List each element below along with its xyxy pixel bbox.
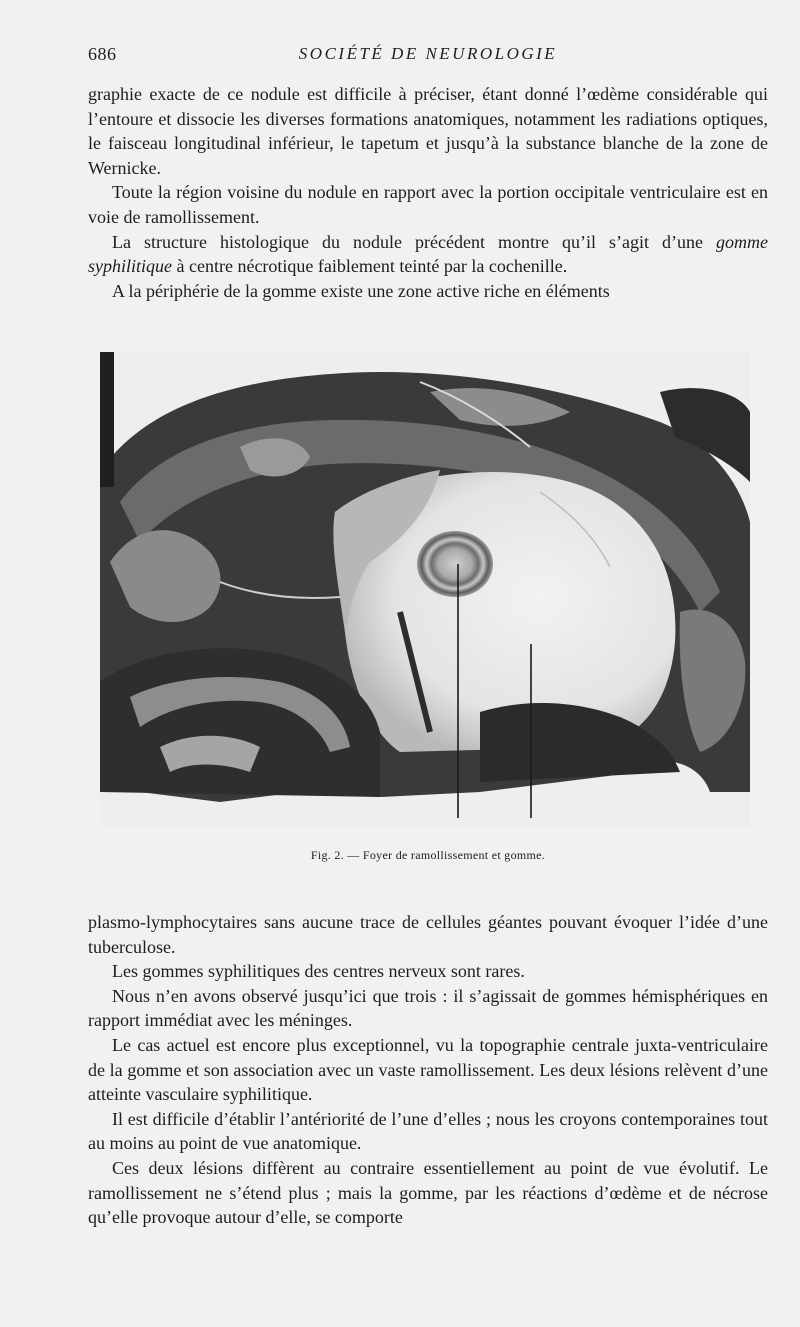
paragraph: Les gommes syphilitiques des centres nerveux sont rares. (112, 961, 525, 982)
page-header (88, 44, 768, 68)
paragraph (88, 230, 768, 279)
paragraph-text: La structure histologique du nodule précédent montre qu’il s’agit d’une (112, 231, 716, 252)
page-number: 686 (88, 44, 117, 64)
brain-section-photo (100, 352, 750, 828)
italic-term: gomme syphilitique (88, 231, 768, 277)
paragraph: Ces deux lésions diffèrent au contraire essentiellement au point de vue évolutif. Le ramollissement ne s’étend plus ; mais la gomme, par les réactions d’œdème et de nécrose qu’elle provoque autour d’elle, se comporte (88, 1157, 768, 1228)
body-text-top (88, 82, 768, 303)
running-head: SOCIÉTÉ DE NEUROLOGIE (298, 44, 558, 63)
brain-section-figure (100, 352, 750, 828)
paragraph: plasmo-lymphocytaires sans aucune trace de cellules géantes pouvant évoquer l’idée d’une tuberculose. (88, 912, 768, 957)
paragraph: Le cas actuel est encore plus exceptionnel, vu la topographie centrale juxta-ventriculaire de la gomme et son association avec un vaste ramollissement. Les deux lésions relèvent d’une atteinte vasculaire syphilitique. (88, 1034, 768, 1105)
body-text-bottom (88, 910, 768, 1230)
paragraph: Toute la région voisine du nodule en rapport avec la portion occipitale ventriculaire est en voie de ramollissement. (88, 182, 768, 227)
paragraph: Nous n’en avons observé jusqu’ici que trois : il s’agissait de gommes hémisphériques en rapport immédiat avec les méninges. (88, 985, 768, 1031)
paragraph: A la périphérie de la gomme existe une zone active riche en éléments (112, 280, 610, 301)
paragraph: graphie exacte de ce nodule est difficile à préciser, étant donné l’œdème considérable qui l’entoure et dissocie les diverses formations anatomiques, notamment les radiations optiques, le faisceau longitudinal inférieur, le tapetum et jusqu’à la substance blanche de la zone de Wernicke. (88, 84, 768, 178)
figure-caption: Fig. 2. — Foyer de ramollissement et gomme. (310, 848, 546, 862)
paragraph: Il est difficile d’établir l’antériorité de l’une d’elles ; nous les croyons contemporaines tout au moins au point de vue anatomique. (88, 1108, 768, 1154)
paragraph-text: à centre nécrotique faiblement teinté par la cochenille. (172, 256, 568, 277)
